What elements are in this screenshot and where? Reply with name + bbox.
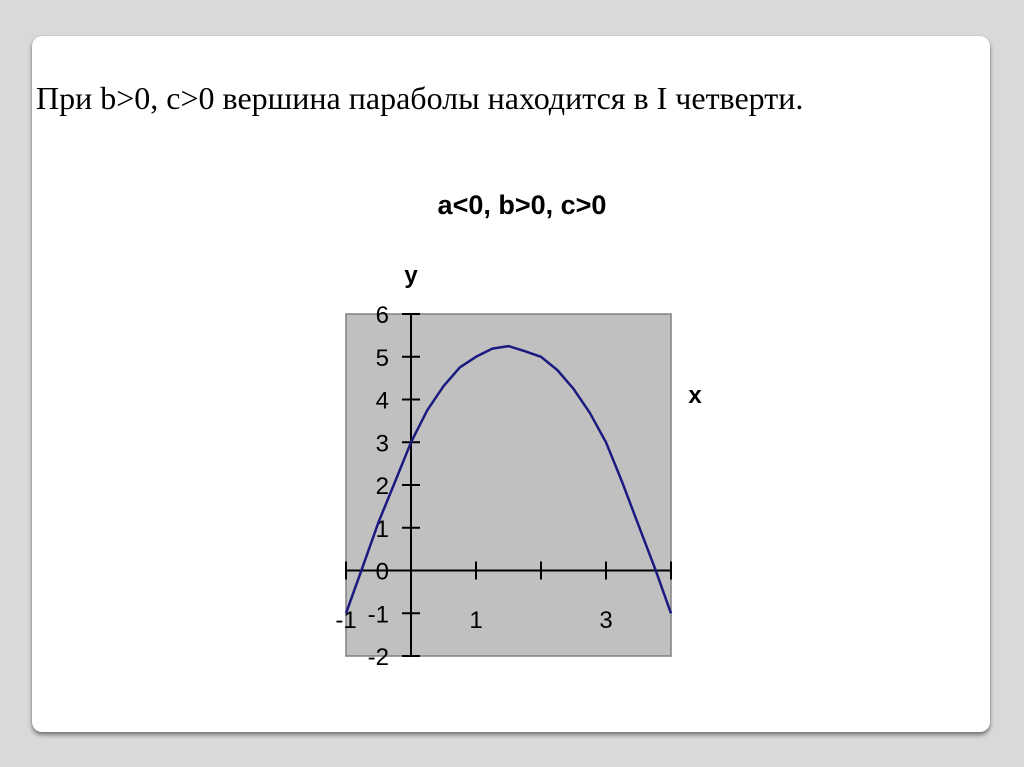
chart-title: a<0, b>0, c>0 — [437, 190, 607, 220]
x-tick-label: 1 — [469, 607, 483, 634]
y-tick-label: -2 — [367, 644, 389, 671]
x-tick-label: -1 — [335, 607, 357, 634]
slide-heading: При b>0, c>0 вершина параболы находится в I четверти. — [36, 80, 804, 116]
y-tick-label: -1 — [367, 601, 389, 629]
y-tick-label: 0 — [375, 558, 389, 586]
y-tick-label: 1 — [375, 515, 389, 543]
y-axis-label: y — [404, 262, 418, 289]
x-tick-label: 3 — [599, 607, 613, 634]
y-tick-label: 4 — [375, 387, 389, 415]
y-tick-label: 5 — [375, 344, 389, 372]
y-tick-label: 3 — [375, 430, 389, 458]
x-axis-label: x — [688, 382, 702, 409]
y-tick-label: 6 — [375, 302, 389, 329]
y-tick-label: 2 — [375, 473, 389, 500]
